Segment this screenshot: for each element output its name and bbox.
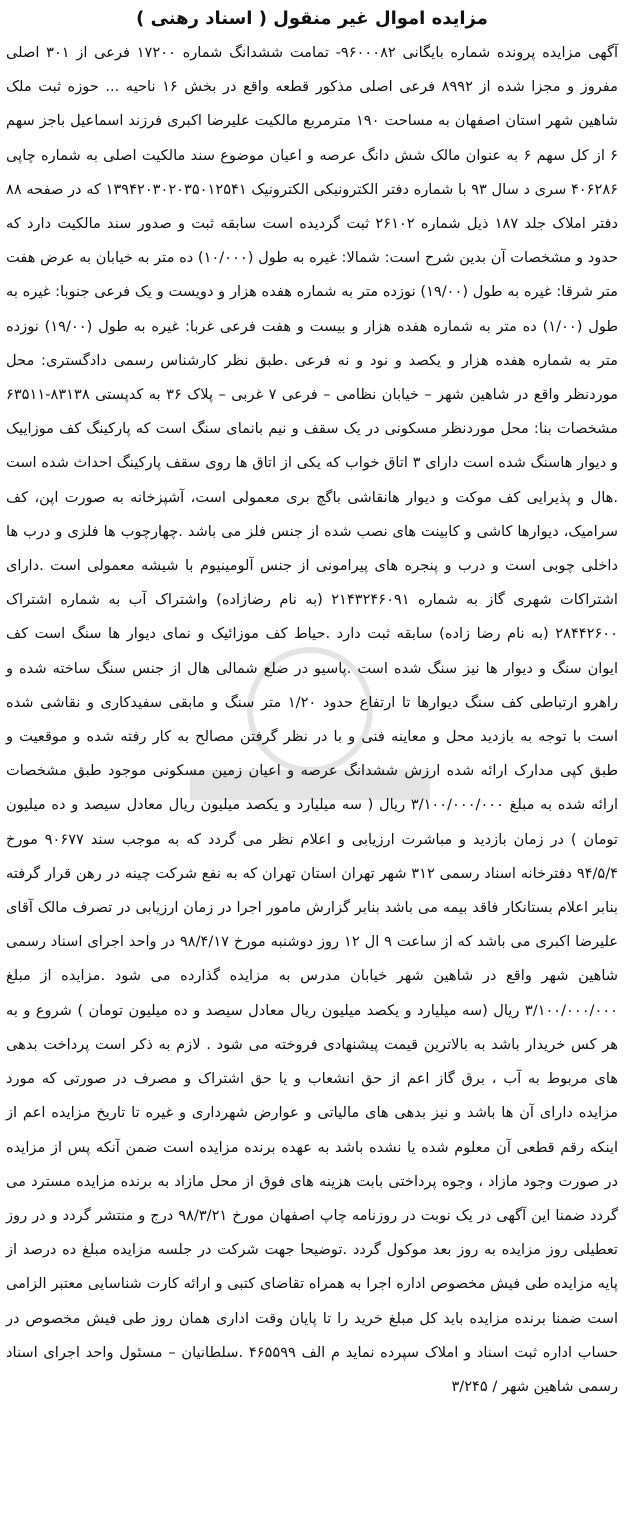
- notice-title: مزایده اموال غیر منقول ( اسناد رهنی ): [136, 8, 488, 29]
- notice-body: آگهی مزایده پرونده شماره بایگانی ۹۶۰۰۰۸۲- تمامت ششدانگ شماره ۱۷۲۰۰ فرعی از ۳۰۱ اصلی مفروز و مجزا شده از ۸۹۹۲ فرعی اصلی مذکور قطعه واقع در بخش ۱۶ ناحیه ... حوزه ثبت ملک شاهین شهر استان اصفهان به مساحت ۱۹۰ مترمربع مالکیت علیرضا اکبری فرزند اسماعیل باجز سهم ۶ از کل سهم ۶ به عنوان مالک شش دانگ عرصه و اعیان موضوع سند مالکیت اصلی به شماره چاپی ۴۰۶۲۸۶ سری د سال ۹۳ با شماره دفتر الکترونیکی الکترونیک ۱۳۹۴۲۰۳۰۲۰۳۵۰۱۲۵۴۱ که در صفحه ۸۸ دفتر املاک جلد ۱۸۷ ذیل شماره ۲۶۱۰۲ ثبت گردیده است سابقه ثبت و صدور سند مالکیت دارد که حدود و مشخصات آن بدین شرح است: شمالا: غیره به طول (۱۰/۰۰۰) ده متر به خیابان به عرض هفت متر شرقا: غیره به طول (۱۹/۰۰) نوزده متر به شماره هفده هزار و دویست و یک فرعی جنوبا: غیره به طول (۱/۰۰) ده متر به شماره هفده هزار و بیست و هفت فرعی غربا: غیره به طول (۱۹/۰۰) نوزده متر به شماره هفده هزار و یکصد و نود و نه فرعی .طبق نظر کارشناس رسمی دادگستری: محل موردنظر واقع در شاهین شهر – خیابان نظامی – فرعی ۷ غربی – پلاک ۳۶ به کدپستی ۸۳۱۳۸-۶۳۵۱۱ مشخصات بنا: محل موردنظر مسکونی در یک سقف و نیم بانمای سنگ است که پارکینگ کف موزاییک و دیوار هاسنگ شده است دارای ۳ اتاق خواب که یکی از اتاق ها روی سقف پارکینگ احداث شده است .هال و پذیرایی کف موکت و دیوار هانقاشی باگچ بری معمولی است، آشپزخانه به صورت اپن، کف سرامیک، دیوارها کاشی و کابینت های نصب شده از جنس فلز می باشد .چهارچوب ها فلزی و درب ها داخلی چوبی است و درب و پنجره های پیرامونی از جنس آلومینیوم با شیشه معمولی است .دارای اشتراکات شهری گاز به شماره ۲۱۴۳۲۴۶۰۹۱ (به نام رضازاده) واشتراک آب به شماره اشتراک ۲۸۴۴۲۶۰۰ (به نام رضا زاده) سابقه ثبت دارد .حیاط کف موزائیک و نمای دیوار ها سنگ است کف ایوان سنگ و دیوار ها نیز سنگ شده است .پاسیو در ضلع شمالی هال از جنس سنگ ساخته شده و راهرو ارتباطی کف سنگ دیوارها تا ارتفاع حدود ۱/۲۰ متر سنگ و مابقی سفیدکاری و نقاشی شده است با توجه به بازدید محل و معاینه فنی و با در نظر گرفتن مصالح به کار رفته شده و موقعیت و طبق کپی مدارک ارائه شده ارزش ششدانگ عرصه و اعیان زمین مسکونی موجود طبق مشخصات ارائه شده به مبلغ ۳/۱۰۰/۰۰۰/۰۰۰ ریال ( سه میلیارد و یکصد میلیون ریال معادل سیصد و ده میلیون تومان ) در زمان بازدید و مباشرت ارزیابی و اعلام نظر می گردد که به موجب سند ۹۰۶۷۷ مورخ ۹۴/۵/۴ دفترخانه اسناد رسمی ۳۱۲ شهر تهران استان تهران که به نفع شرکت چینه در رهن قرار گرفته بنابر اعلام بستانکار فاقد بیمه می باشد بنابر گزارش مامور اجرا در زمان ارزیابی در تصرف مالک آقای علیرضا اکبری می باشد که از ساعت ۹ ال ۱۲ روز دوشنبه مورخ ۹۸/۴/۱۷ در واحد اجرای اسناد رسمی شاهین شهر واقع در شاهین شهر خیابان مدرس به مزایده گذارده می شود .مزایده از مبلغ ۳/۱۰۰/۰۰۰/۰۰۰ ریال (سه میلیارد و یکصد میلیون ریال معادل سیصد و ده میلیون تومان ) شروع و به هر کس خریدار باشد به بالاترین قیمت پیشنهادی فروخته می شود . لازم به ذکر است پرداخت بدهی های مربوط به آب ، برق گاز اعم از حق انشعاب و یا حق اشتراک و مصرف در صورتی که مورد مزایده دارای آن ها باشد و نیز بدهی های مالیاتی و عوارض شهرداری و غیره تا تاریخ مزایده اعم از اینکه رقم قطعی آن معلوم شده یا نشده باشد به عهده برنده مزایده است ضمن آنکه پس از مزایده در صورت وجود مازاد ، وجوه پرداختی بابت هزینه های فوق از محل مازاد به برنده مزایده مسترد می گردد ضمنا این آگهی در یک نوبت در روزنامه چاپ اصفهان مورخ ۹۸/۳/۲۱ درج و منتشر گردد و در روز تعطیلی روز مزایده به روز بعد موکول گردد .توضیحا جهت شرکت در جلسه مزایده مبلغ ده درصد از پایه مزایده طی فیش مخصوص اداره اجرا به همراه تقاضای کتبی و ارائه کارت شناسایی معتبر الزامی است ضمنا برنده مزایده باید کل مبلغ خرید را تا پایان وقت اداری همان روز طی فیش مخصوص در حساب اداره ثبت اسناد و املاک سپرده نماید م الف ۴۶۵۵۹۹ .سلطانیان – مسئول واحد اجرای اسناد رسمی شاهین شهر / ۳/۲۴۵: [6, 44, 619, 1395]
